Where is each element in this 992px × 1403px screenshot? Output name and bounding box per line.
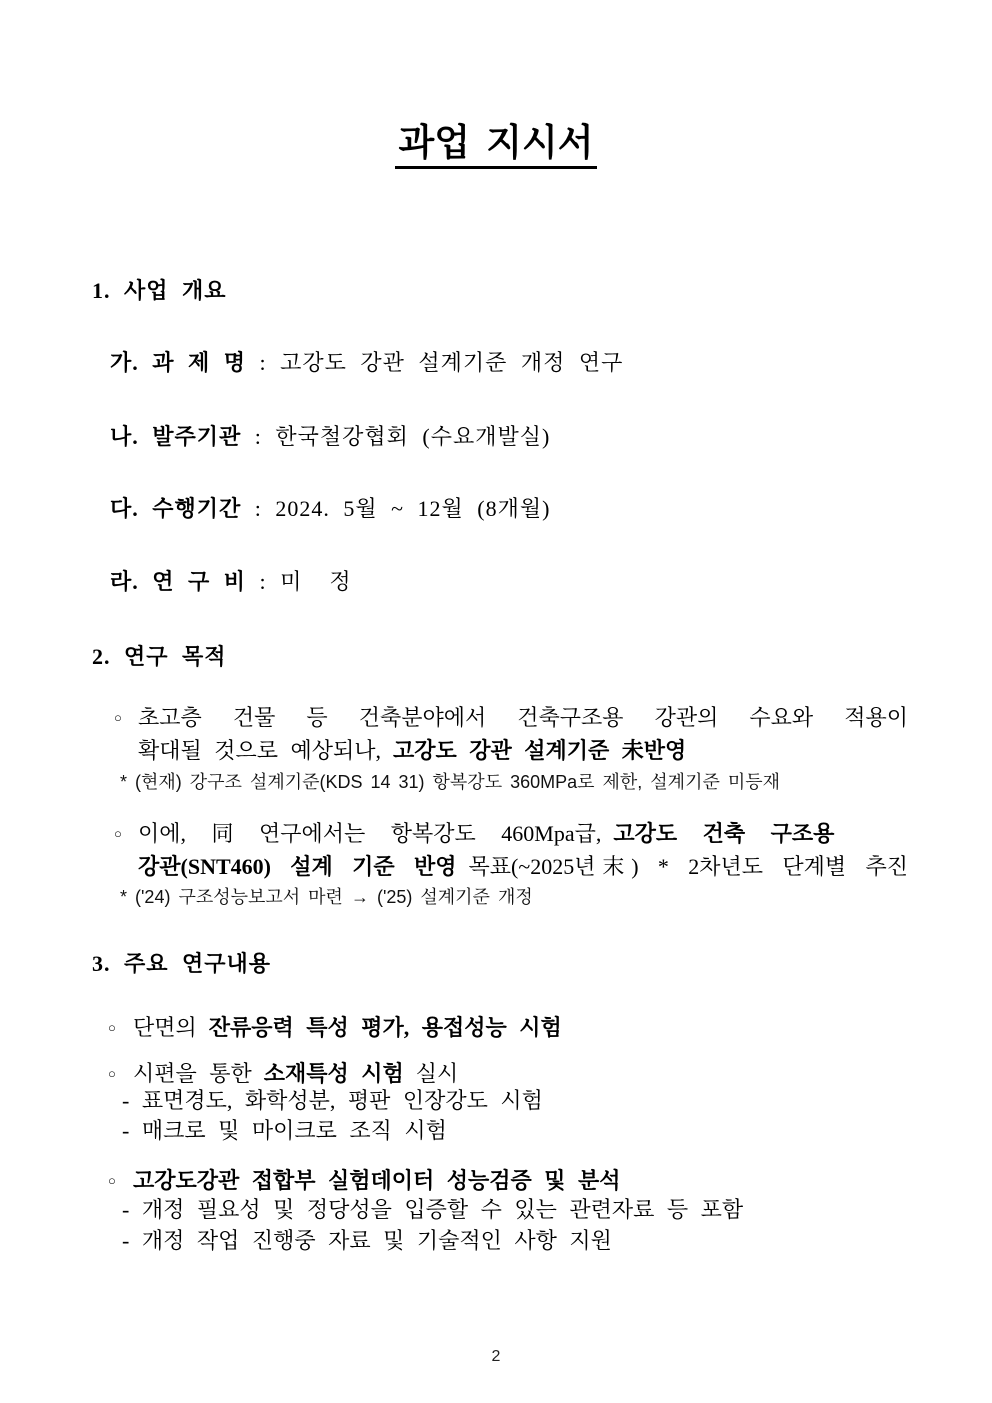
document-title	[0, 122, 992, 166]
project-name-value: : 고강도 강관 설계기준 개정 연구	[246, 350, 624, 375]
purpose-footnote-2: * ('24) 구조성능보고서 마련 → ('25) 설계기준 개정	[120, 887, 533, 907]
purpose-bullet-2-line-1-normal: 이에, 同 연구에서는 항복강도 460Mpa급,	[138, 821, 602, 846]
purpose-bullet-2	[114, 817, 908, 883]
circle-bullet-icon: ○	[108, 1066, 116, 1081]
purpose-bullet-1-text	[138, 701, 908, 767]
project-name-item	[110, 346, 623, 379]
purpose-bullet-1-line-1: 초고층 건물 등 건축분야에서 건축구조용 강관의 수요와 적용이	[138, 705, 908, 730]
purpose-bullet-2-line-2-bold: 강관(SNT460) 설계 기준 반영	[138, 854, 457, 879]
circle-bullet-icon: ○	[108, 1020, 116, 1035]
purpose-bullet-2-text	[138, 817, 908, 883]
purpose-bullet-1-line-2-bold: 고강도 강관 설계기준 未반영	[393, 738, 687, 763]
content-bullet-2-normal-post: 실시	[415, 1061, 459, 1086]
content-bullet-1-bold: 잔류응력 특성 평가, 용접성능 시험	[208, 1015, 562, 1040]
research-budget-label: 라. 연 구 비	[110, 569, 247, 594]
content-bullet-2-normal-pre: 시편을 통한	[133, 1061, 252, 1086]
content-bullet-1-text	[133, 1011, 908, 1044]
content-bullet-3-bold: 고강도강관 접합부 실험데이터 성능검증 및 분석	[133, 1168, 621, 1193]
section-2-heading: 2. 연구 목적	[92, 644, 227, 669]
content-bullet-2-sub-item: - 표면경도, 화학성분, 평판 인장강도 시험	[122, 1088, 543, 1113]
purpose-bullet-1-line-2	[138, 734, 908, 767]
purpose-bullet-1-line-2-normal: 확대될 것으로 예상되나,	[138, 738, 382, 763]
document-title-text: 과업 지시서	[395, 123, 598, 169]
ordering-agency-item	[110, 420, 550, 453]
content-bullet-3-sub-item: - 개정 필요성 및 정당성을 입증할 수 있는 관련자료 등 포함	[122, 1197, 744, 1222]
project-period-item	[110, 492, 550, 525]
content-bullet-1-normal: 단면의	[133, 1015, 197, 1040]
research-budget-value: : 미 정	[246, 569, 352, 594]
content-bullet-2-sub-item: - 매크로 및 마이크로 조직 시험	[122, 1118, 447, 1143]
content-bullet-1	[108, 1011, 908, 1044]
purpose-bullet-2-line-1	[138, 817, 908, 850]
section-3-heading: 3. 주요 연구내용	[92, 951, 272, 976]
section-1-heading: 1. 사업 개요	[92, 278, 227, 303]
circle-bullet-icon: ○	[108, 1173, 116, 1188]
purpose-bullet-2-line-1-bold: 고강도 건축 구조용	[613, 821, 835, 846]
content-bullet-3-sub-item: - 개정 작업 진행중 자료 및 기술적인 사항 지원	[122, 1228, 612, 1253]
ordering-agency-value: : 한국철강협회 (수요개발실)	[241, 424, 551, 449]
research-budget-item	[110, 565, 352, 598]
circle-bullet-icon: ○	[114, 826, 122, 841]
page-number: 2	[491, 1348, 501, 1365]
content-bullet-3-text	[133, 1164, 908, 1197]
project-name-label: 가. 과 제 명	[110, 350, 247, 375]
project-period-label: 다. 수행기간	[110, 496, 242, 521]
project-period-value: : 2024. 5월 ~ 12월 (8개월)	[241, 496, 551, 521]
purpose-bullet-2-line-2-normal: 목표(~2025년末) * 2차년도 단계별 추진	[468, 854, 909, 879]
content-bullet-2-bold: 소재특성 시험	[263, 1061, 404, 1086]
purpose-bullet-2-line-2	[138, 850, 908, 883]
purpose-footnote-1: * (현재) 강구조 설계기준(KDS 14 31) 항복강도 360MPa로 제한, 설계기준 미등재	[120, 772, 781, 792]
circle-bullet-icon: ○	[114, 710, 122, 725]
content-bullet-3	[108, 1164, 908, 1197]
purpose-bullet-1	[114, 701, 908, 767]
ordering-agency-label: 나. 발주기관	[110, 424, 242, 449]
